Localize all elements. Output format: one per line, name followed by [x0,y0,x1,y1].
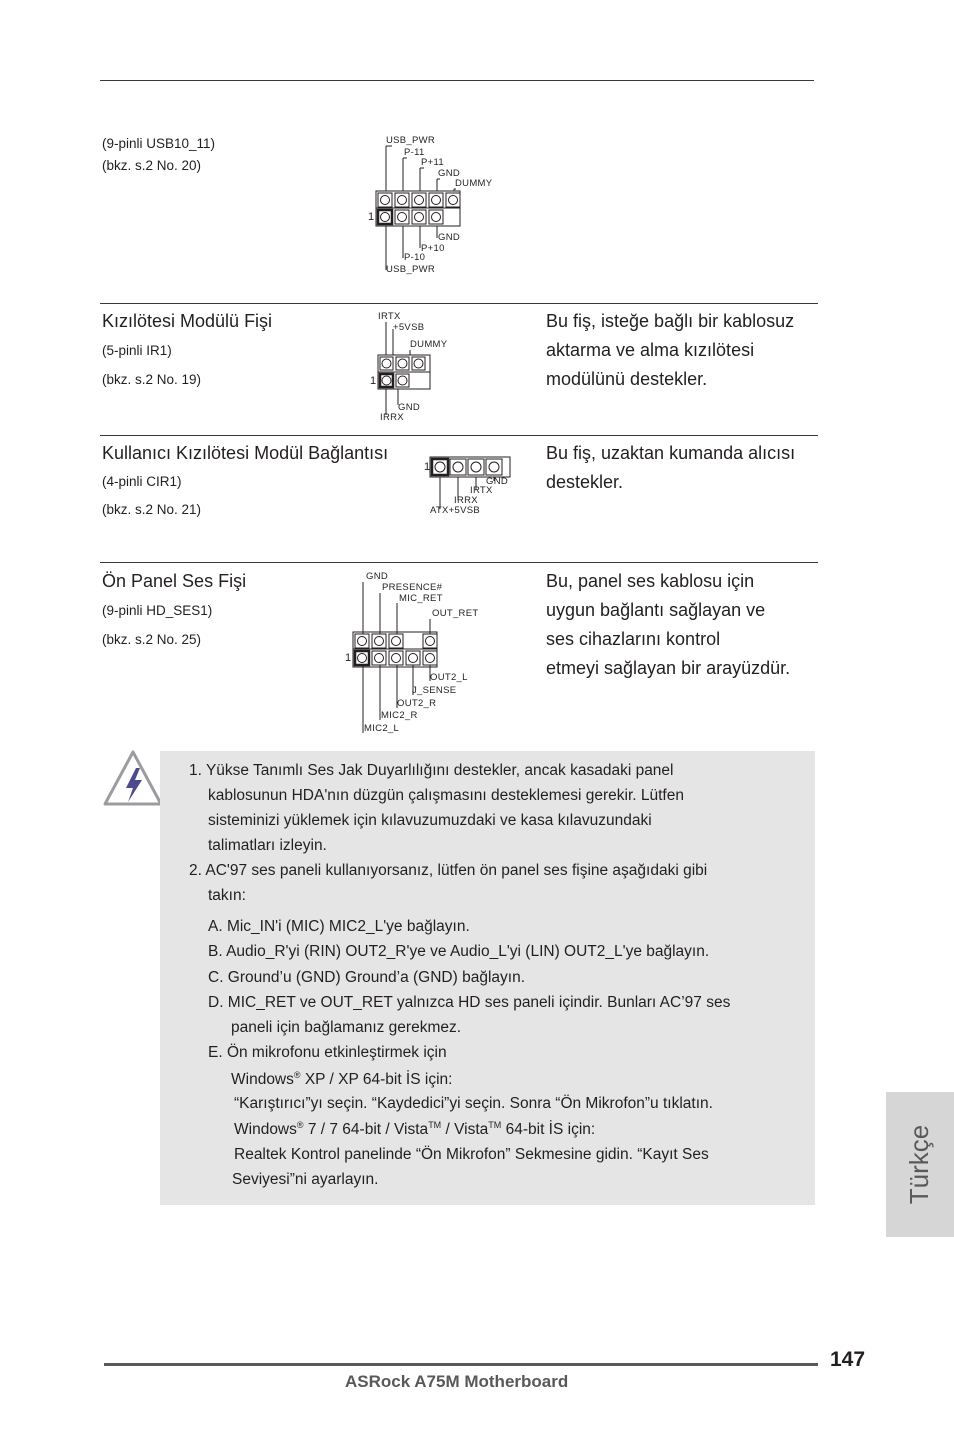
usb-pin-usb-pwr-bottom: USB_PWR [386,264,436,275]
ir-pin-irtx: IRTX [378,311,401,322]
note-c: C. Ground’u (GND) Ground’a (GND) bağlayın. [208,969,526,986]
audio-pin-presence: PRESENCE# [382,582,443,593]
audio-pin-label: (9-pinli HD_SES1) [102,603,213,618]
ir-desc-line: modülünü destekler. [546,369,708,389]
usb-pin-gnd-bottom: GND [438,232,461,243]
usb-pin-p11: P-11 [404,147,425,158]
audio-title: Ön Panel Ses Fişi [102,571,247,591]
usb-pin-one: 1 [368,211,375,223]
cir-pin-irtx: IRTX [470,485,493,496]
win7-label: 7 / 7 64-bit / Vista [303,1121,429,1139]
audio-pin-j-sense: J_SENSE [412,685,457,696]
note-e: E. Ön mikrofonu etkinleştirmek için [208,1044,447,1061]
cir-desc-line: Bu fiş, uzaktan kumanda alıcısı [546,443,796,463]
audio-pin-mic2-l: MIC2_L [364,723,400,734]
language-side-label [886,1092,954,1237]
xp-label: XP / XP 64-bit İS için: [300,1071,453,1089]
ir-desc-line: aktarma ve alma kızılötesi [546,340,755,360]
audio-desc-line: ses cihazlarını kontrol [546,629,721,649]
cir-pin-atx-5vsb: ATX+5VSB [430,505,481,516]
ir-pin-label: (5-pinli IR1) [102,343,172,358]
note-d-line: D. MIC_RET ve OUT_RET yalnızca HD ses paneli içindir. Bunları AC’97 ses [208,994,731,1011]
note-1-line: sisteminizi yüklemek için kılavuzumuzdaki ve kasa kılavuzundaki [208,812,652,829]
ir-pin-gnd: GND [398,402,421,413]
note-e-windows-7 [234,1120,595,1139]
ir-desc-line: Bu fiş, isteğe bağlı bir kablosuz [546,311,795,331]
usb-pin-label: (9-pinli USB10_11) [102,136,216,151]
usb-ref: (bkz. s.2 No. 20) [102,158,202,173]
cir-pin-one: 1 [424,461,431,473]
cir-pin-label: (4-pinli CIR1) [102,474,182,489]
trademark: TM [488,1120,502,1130]
ir-pin-one: 1 [370,375,377,387]
usb-pin-gnd-top: GND [438,168,461,179]
note-1-line: kablosunun HDA'nın düzgün çalışmasını desteklemesi gerekir. Lütfen [208,787,684,804]
ir-pin-irrx: IRRX [380,412,404,423]
note-1-line: 1. Yükse Tanımlı Ses Jak Duyarlılığını destekler, ancak kasadaki panel [189,762,674,779]
usb-pin-p-plus11: P+11 [421,157,444,168]
cir-pin-irrx: IRRX [454,495,478,506]
page-number: 147 [830,1348,866,1371]
language-label: Türkçe [904,1124,935,1205]
note-1-line: talimatları izleyin. [208,837,327,854]
win7-tail: 64-bit İS için: [501,1121,596,1139]
ir-pin-dummy: DUMMY [410,339,448,350]
note-e-w7-step: Seviyesi”ni ayarlayın. [232,1171,379,1188]
ir-ref: (bkz. s.2 No. 19) [102,372,202,387]
footer-rule [104,1363,818,1366]
note-b: B. Audio_R'yi (RIN) OUT2_R'ye ve Audio_L'yi (LIN) OUT2_L'ye bağlayın. [208,943,710,960]
audio-desc-line: uygun bağlantı sağlayan ve [546,600,766,620]
usb-pin-usb-pwr-top: USB_PWR [386,135,436,146]
windows-label: Windows [231,1071,294,1089]
windows-label: Windows [234,1121,297,1139]
audio-desc-line: etmeyi sağlayan bir arayüzdür. [546,658,791,678]
note-2-line: 2. AC'97 ses paneli kullanıyorsanız, lütfen ön panel ses fişine aşağıdaki gibi [189,862,708,879]
note-e-windows-xp [231,1070,452,1089]
footer-product-name: ASRock A75M Motherboard [345,1372,569,1391]
note-e-w7-step: Realtek Kontrol panelinde “Ön Mikrofon” Sekmesine gidin. “Kayıt Ses [234,1146,709,1163]
note-2-line: takın: [208,887,246,904]
audio-ref: (bkz. s.2 No. 25) [102,632,202,647]
vista-label: / Vista [441,1121,489,1139]
audio-desc-line: Bu, panel ses kablosu için [546,571,755,591]
audio-pin-out-ret: OUT_RET [432,608,479,619]
note-d-line: paneli için bağlamanız gerekmez. [231,1019,462,1036]
cir-ref: (bkz. s.2 No. 21) [102,502,202,517]
cir-desc-line: destekler. [546,472,624,492]
usb-pin-p10: P-10 [404,252,426,263]
usb-pin-dummy: DUMMY [455,178,493,189]
note-a: A. Mic_IN'i (MIC) MIC2_L'ye bağlayın. [208,918,470,935]
usb-pin-p-plus10: P+10 [421,243,445,254]
audio-pin-mic2-r: MIC2_R [381,710,418,721]
ir-pin-5vsb: +5VSB [393,322,425,333]
warning-lightning-icon [102,748,164,808]
cir-title: Kullanıcı Kızılötesi Modül Bağlantısı [102,443,389,463]
registered-mark: ® [296,1120,304,1130]
ir-title: Kızılötesi Modülü Fişi [102,311,273,331]
audio-pin-gnd: GND [366,571,389,582]
trademark: TM [428,1120,442,1130]
audio-pin-mic-ret: MIC_RET [399,593,443,604]
audio-pin-out2-l: OUT2_L [430,672,468,683]
audio-pin-one: 1 [345,652,352,664]
cir-pin-gnd: GND [486,476,509,487]
audio-pin-out2-r: OUT2_R [397,698,437,709]
registered-mark: ® [293,1070,301,1080]
note-e-xp-steps: “Karıştırıcı”yı seçin. “Kaydedici”yi seçin. Sonra “Ön Mikrofon”u tıklatın. [234,1095,713,1112]
